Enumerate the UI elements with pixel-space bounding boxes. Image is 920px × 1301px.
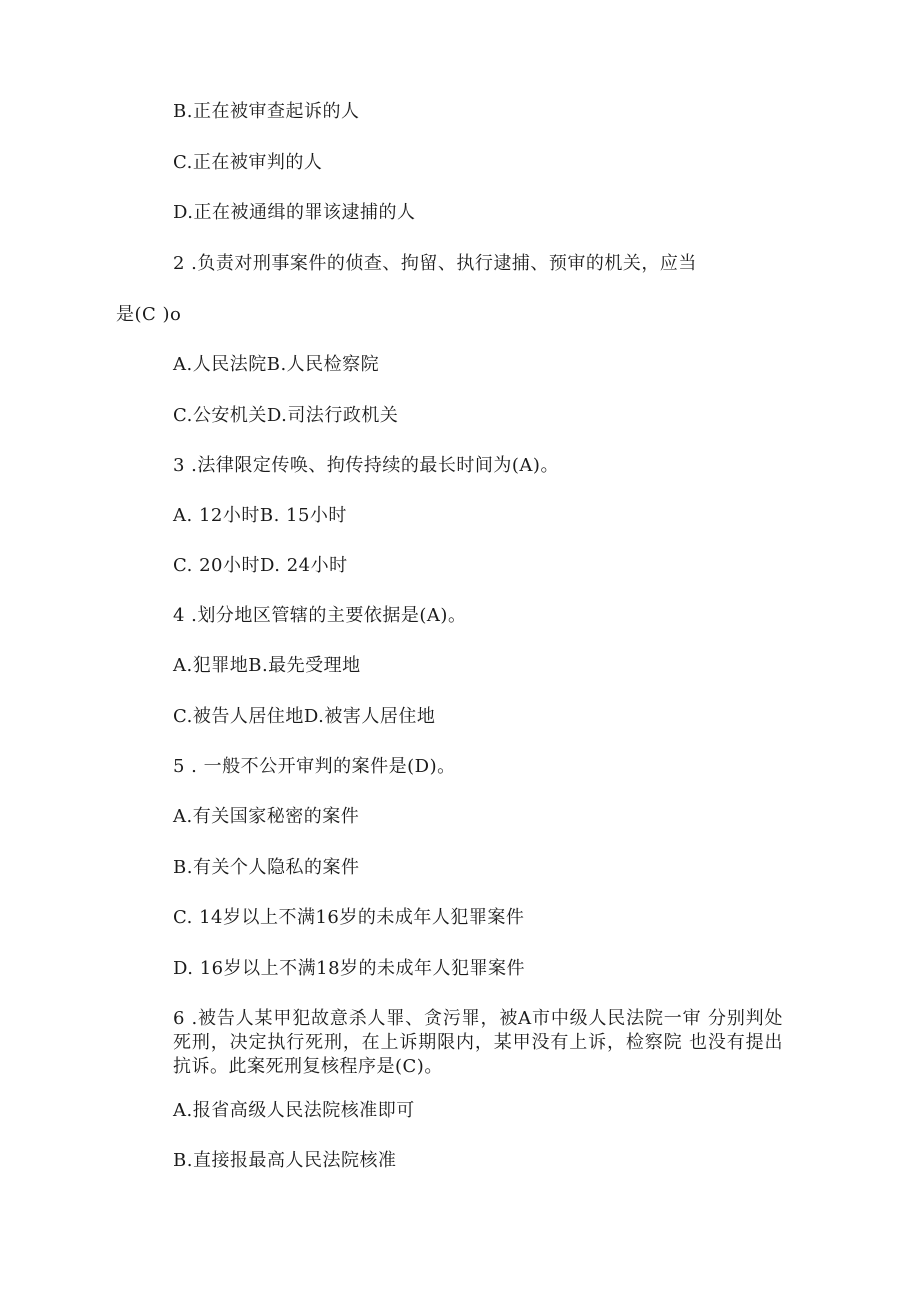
q2-options-ab: A.人民法院B.人民检察院	[173, 354, 380, 375]
question-6: 6 .被告人某甲犯故意杀人罪、贪污罪，被A市中级人民法院一审 分别判处死刑，决定执行死刑，在上诉期限内，某甲没有上诉，检察院 也没有提出抗诉。此案死刑复核程序是(C)。	[173, 1008, 783, 1077]
question-2-line-2: 是(C )o	[116, 304, 182, 325]
q3-options-ab: A. 12小时B. 15小时	[173, 505, 347, 526]
question-3: 3 .法律限定传唤、拘传持续的最长时间为(A)。	[173, 455, 559, 476]
question-2-line-1: 2 .负责对刑事案件的侦查、拘留、执行逮捕、预审的机关，应当	[173, 253, 697, 274]
q5-option-a: A.有关国家秘密的案件	[173, 806, 360, 827]
q2-options-cd: C.公安机关D.司法行政机关	[173, 405, 399, 426]
q6-option-b: B.直接报最高人民法院核准	[173, 1150, 397, 1171]
q3-options-cd: C. 20小时D. 24小时	[173, 555, 348, 576]
q4-options-ab: A.犯罪地B.最先受理地	[173, 655, 361, 676]
question-5: 5 . 一般不公开审判的案件是(D)。	[173, 756, 456, 777]
q5-option-b: B.有关个人隐私的案件	[173, 857, 360, 878]
option-d-line: D.正在被通缉的罪该逮捕的人	[173, 202, 416, 223]
q5-option-c: C. 14岁以上不满16岁的未成年人犯罪案件	[173, 907, 525, 928]
q6-option-a: A.报省高级人民法院核准即可	[173, 1100, 415, 1121]
option-b-line: B.正在被审查起诉的人	[173, 101, 360, 122]
q4-options-cd: C.被告人居住地D.被害人居住地	[173, 706, 436, 727]
question-4: 4 .划分地区管辖的主要依据是(A)。	[173, 605, 467, 626]
option-c-line: C.正在被审判的人	[173, 152, 323, 173]
q5-option-d: D. 16岁以上不满18岁的未成年人犯罪案件	[173, 958, 526, 979]
